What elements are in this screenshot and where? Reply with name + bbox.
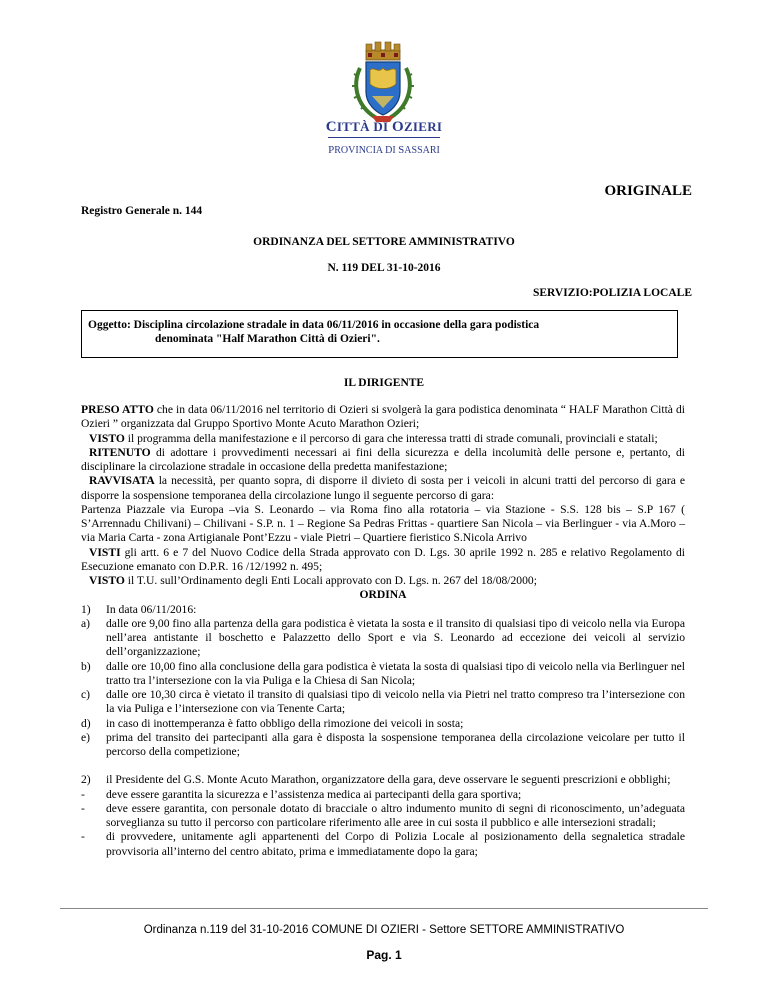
- ordina-heading: ORDINA: [359, 588, 407, 602]
- percorso-paragraph: Partenza Piazzale via Europa –via S. Leonardo – via Roma fino alla rotatoria – via Stazione - S.S. 128 bis – S.P 167 ( S’Arrennadu Chilivani) – Chilivani - S.P. n. 1 – Regione Sa Pedras Frittas - quartiere San Nicola – via Berlinguer - via A.Moro – via Maria Carta - zona Artigianale Pont’Ezzu - viale Pietri – Quartiere fieristico S.Nicola Arrivo: [81, 502, 685, 545]
- visto-tu-paragraph: VISTO il T.U. sull’Ordinamento degli Enti Locali approvato con D. Lgs. n. 267 del 18/08/2000;: [89, 574, 537, 587]
- list-item-dash-3: - di provvedere, unitamente agli appartenenti del Corpo di Polizia Locale al posizionamento della segnaletica stradale provvisoria all’interno del centro abitato, prima e immediatamente dopo la gara;: [81, 830, 685, 858]
- ordina-list: [81, 603, 685, 859]
- list-item-dash-2: - deve essere garantita, con personale dotato di bracciale o altro indumento munito di segni di riconoscimento, un’adeguata sorveglianza su tutto il percorso con particolare riferimento alle aree in cui sosta il pubblico e alle intersezioni stradali;: [81, 801, 685, 829]
- preso-atto-paragraph: PRESO ATTO che in data 06/11/2016 nel territorio di Ozieri si svolgerà la gara podistica denominata “ HALF Marathon Città di Ozieri ” organizzata dal Gruppo Sportivo Monte Acuto Marathon Ozieri;: [81, 403, 685, 431]
- oggetto-line-2: denominata "Half Marathon Città di Ozieri".: [155, 333, 380, 345]
- list-item-b: b) dalle ore 10,00 fino alla conclusione della gara podistica è vietata la sosta di qualsiasi tipo di veicolo nella via Berlinguer nel tratto tra l’intersezione con la via Puliga e la Chiesa di San Nicola;: [81, 659, 685, 687]
- servizio-label: SERVIZIO:POLIZIA LOCALE: [532, 287, 692, 299]
- originale-label: ORIGINALE: [604, 183, 692, 199]
- document-body: [81, 403, 685, 859]
- list-item-e: e) prima del transito dei partecipanti alla gara è disposta la sospensione temporanea della circolazione veicolare per tutto il percorso della competizione;: [81, 730, 685, 758]
- list-item-a: a) dalle ore 9,00 fino alla partenza della gara podistica è vietata la sosta e il transito di qualsiasi tipo di veicolo nella via Europa nell’area antistante il boschetto e Palazzetto dello Sport e via S. Leonardo ad eccezione dei veicoli al servizio dell’organizzazione;: [81, 616, 685, 659]
- footer-divider: [60, 908, 708, 909]
- il-dirigente-heading: IL DIRIGENTE: [343, 377, 425, 389]
- ritenuto-paragraph: RITENUTO di adottare i provvedimenti necessari ai fini della sicurezza e della incolumità delle persone e, pertanto, di disciplinare la circolazione stradale in occasione della predetta manifestazione;: [81, 445, 685, 473]
- list-item-dash-1: - deve essere garantita la sicurezza e l’assistenza medica ai partecipanti della gara sportiva;: [81, 787, 522, 801]
- registro-generale: Registro Generale n. 144: [81, 205, 203, 217]
- oggetto-line-1: Oggetto: Disciplina circolazione stradale in data 06/11/2016 in occasione della gara podistica: [88, 319, 540, 331]
- list-item-2: 2) il Presidente del G.S. Monte Acuto Marathon, organizzatore della gara, deve osservare le seguenti prescrizioni e obblighi;: [81, 773, 671, 787]
- visti-paragraph: VISTI gli artt. 6 e 7 del Nuovo Codice della Strada approvato con D. Lgs. 30 aprile 1992 n. 285 e relativo Regolamento di Esecuzione emanato con D.P.R. 16 /12/1992 n. 495;: [81, 545, 685, 573]
- list-item-d: d) in caso di inottemperanza è fatto obbligo della rimozione dei veicoli in sosta;: [81, 716, 464, 730]
- list-item-c: c) dalle ore 10,30 circa è vietato il transito di qualsiasi tipo di veicolo nella via Pietri nel tratto compreso tra l’intersezione con la via Puliga e l’intersezione con via Tenente Carta;: [81, 688, 685, 716]
- document-number: N. 119 DEL 31-10-2016: [327, 262, 441, 274]
- visto-programma-paragraph: VISTO il programma della manifestazione e il percorso di gara che interessa tratti di strade comunali, provinciali e statali;: [89, 431, 658, 445]
- list-item-1: 1) In data 06/11/2016:: [81, 602, 197, 616]
- province-name: PROVINCIA DI SASSARI: [328, 144, 440, 156]
- ravvisata-paragraph: RAVVISATA la necessità, per quanto sopra, di disporre il divieto di sosta per i veicoli in alcuni tratti del percorso di gara e disporre la sospensione temporanea della circolazione lungo il seguente percorso di gara:: [81, 474, 685, 502]
- city-crest-logo: [350, 40, 416, 124]
- page-number: Pag. 1: [366, 948, 402, 962]
- header-divider: [328, 137, 440, 138]
- town-name: CITTÀ DI OZIERI: [325, 119, 443, 135]
- footer-text: Ordinanza n.119 del 31-10-2016 COMUNE DI OZIERI - Settore SETTORE AMMINISTRATIVO: [143, 924, 625, 936]
- oggetto-box: [81, 310, 678, 358]
- document-title: ORDINANZA DEL SETTORE AMMINISTRATIVO: [253, 236, 515, 248]
